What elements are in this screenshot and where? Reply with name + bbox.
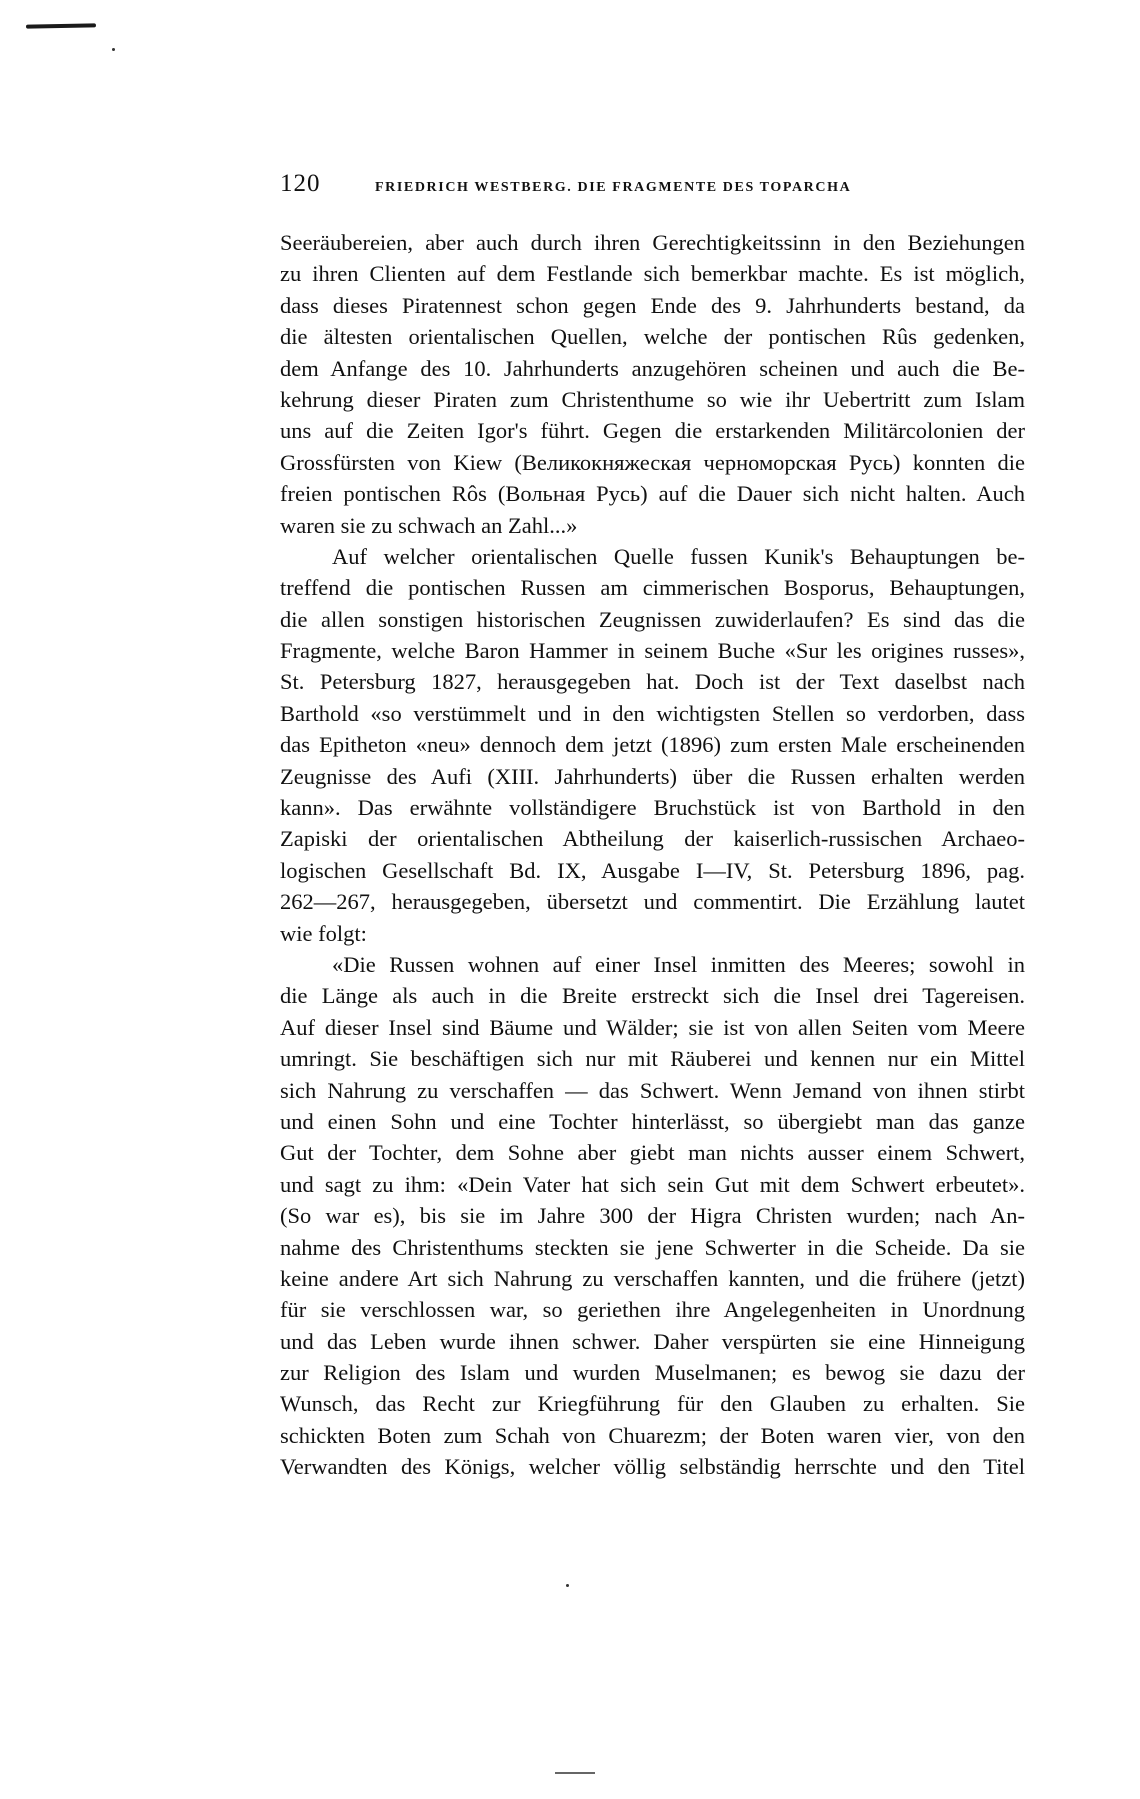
body-text	[280, 227, 1025, 1483]
page-number: 120	[280, 170, 321, 197]
running-head	[280, 170, 1025, 210]
text-line: und das Leben wurde ihnen schwer. Daher verspürten sie eine Hinneigung	[280, 1328, 1025, 1354]
text-line: logischen Gesellschaft Bd. IX, Ausgabe I—IV, St. Petersburg 1896, pag.	[280, 857, 1025, 883]
text-line: (So war es), bis sie im Jahre 300 der Higra Christen wurden; nach An-	[280, 1203, 1025, 1229]
text-line: Seeräubereien, aber auch durch ihren Gerechtigkeitssinn in den Beziehungen	[280, 230, 1025, 255]
text-line: Zapiski der orientalischen Abtheilung der kaiserlich-russischen Archaeo-	[280, 826, 1025, 852]
text-line: freien pontischen Rôs (Вольная Русь) auf die Dauer sich nicht halten. Auch	[280, 481, 1025, 507]
text-line: 262—267, herausgegeben, übersetzt und commentirt. Die Erzählung lautet	[280, 889, 1025, 915]
text-line: treffend die pontischen Russen am cimmerischen Bosporus, Behauptungen,	[280, 575, 1025, 601]
text-line: und einen Sohn und eine Tochter hinterlässt, so übergiebt man das ganze	[280, 1108, 1025, 1134]
text-line: und sagt zu ihm: «Dein Vater hat sich sein Gut mit dem Schwert erbeutet».	[280, 1171, 1025, 1197]
text-line: dass dieses Piratennest schon gegen Ende des 9. Jahrhunderts bestand, da	[280, 292, 1025, 318]
text-line: Gut der Tochter, dem Sohne aber giebt man nichts ausser einem Schwert,	[280, 1140, 1025, 1166]
text-line: für sie verschlossen war, so geriethen ihre Angelegenheiten in Unordnung	[280, 1297, 1025, 1323]
text-line: kehrung dieser Piraten zum Christenthume so wie ihr Uebertritt zum Islam	[280, 386, 1025, 412]
scan-artifact-bottom	[555, 1772, 595, 1774]
text-line: Zeugnisse des Aufi (XIII. Jahrhunderts) über die Russen erhalten werden	[280, 763, 1025, 789]
text-line: nahme des Christenthums steckten sie jene Schwerter in die Scheide. Da sie	[280, 1234, 1025, 1260]
text-line: keine andere Art sich Nahrung zu verschaffen kannten, und die frühere (jetzt)	[280, 1265, 1025, 1291]
text-line: Fragmente, welche Baron Hammer in seinem Buche «Sur les origines russes»,	[280, 638, 1025, 664]
text-line: Auf welcher orientalischen Quelle fussen Kunik's Behauptungen be-	[332, 543, 1025, 569]
text-line: die ältesten orientalischen Quellen, welche der pontischen Rûs gedenken,	[280, 324, 1025, 350]
running-title: FRIEDRICH WESTBERG. DIE FRAGMENTE DES TOPARCHA	[375, 180, 852, 195]
text-line: uns auf die Zeiten Igor's führt. Gegen die erstarkenden Militärcolonien der	[280, 418, 1025, 444]
text-line: Auf dieser Insel sind Bäume und Wälder; sie ist von allen Seiten vom Meere	[280, 1014, 1025, 1040]
text-line: sich Nahrung zu verschaffen — das Schwert. Wenn Jemand von ihnen stirbt	[280, 1077, 1025, 1103]
scan-artifact-dot	[566, 1584, 569, 1587]
scan-artifact-dot	[112, 48, 115, 51]
text-line: zu ihren Clienten auf dem Festlande sich bemerkbar machte. Es ist möglich,	[280, 261, 1025, 287]
text-line: dem Anfange des 10. Jahrhunderts anzugehören scheinen und auch die Be-	[280, 355, 1025, 381]
text-line: zur Religion des Islam und wurden Muselmanen; es bewog sie dazu der	[280, 1360, 1025, 1386]
scan-artifact-top	[26, 23, 96, 28]
text-line: kann». Das erwähnte vollständigere Bruchstück ist von Barthold in den	[280, 795, 1025, 821]
book-page	[280, 170, 1025, 1483]
text-line: Wunsch, das Recht zur Kriegführung für den Glauben zu erhalten. Sie	[280, 1391, 1025, 1417]
text-line: das Epitheton «neu» dennoch dem jetzt (1896) zum ersten Male erscheinenden	[280, 732, 1025, 758]
text-line: «Die Russen wohnen auf einer Insel inmitten des Meeres; sowohl in	[332, 951, 1025, 977]
text-line: Verwandten des Königs, welcher völlig selbständig herrschte und den Titel	[280, 1454, 1025, 1480]
text-line: Grossfürsten von Kiew (Великокняжеская черноморская Русь) konnten die	[280, 449, 1025, 475]
text-line: die Länge als auch in die Breite erstreckt sich die Insel drei Tagereisen.	[280, 983, 1025, 1009]
text-line: wie folgt:	[280, 920, 367, 946]
text-line: die allen sonstigen historischen Zeugnissen zuwiderlaufen? Es sind das die	[280, 606, 1025, 632]
text-line: St. Petersburg 1827, herausgegeben hat. Doch ist der Text daselbst nach	[280, 669, 1025, 695]
text-line: schickten Boten zum Schah von Chuarezm; der Boten waren vier, von den	[280, 1422, 1025, 1448]
text-line: waren sie zu schwach an Zahl...»	[280, 512, 578, 538]
text-line: Barthold «so verstümmelt und in den wichtigsten Stellen so verdorben, dass	[280, 700, 1025, 726]
text-line: umringt. Sie beschäftigen sich nur mit Räuberei und kennen nur ein Mittel	[280, 1046, 1025, 1072]
